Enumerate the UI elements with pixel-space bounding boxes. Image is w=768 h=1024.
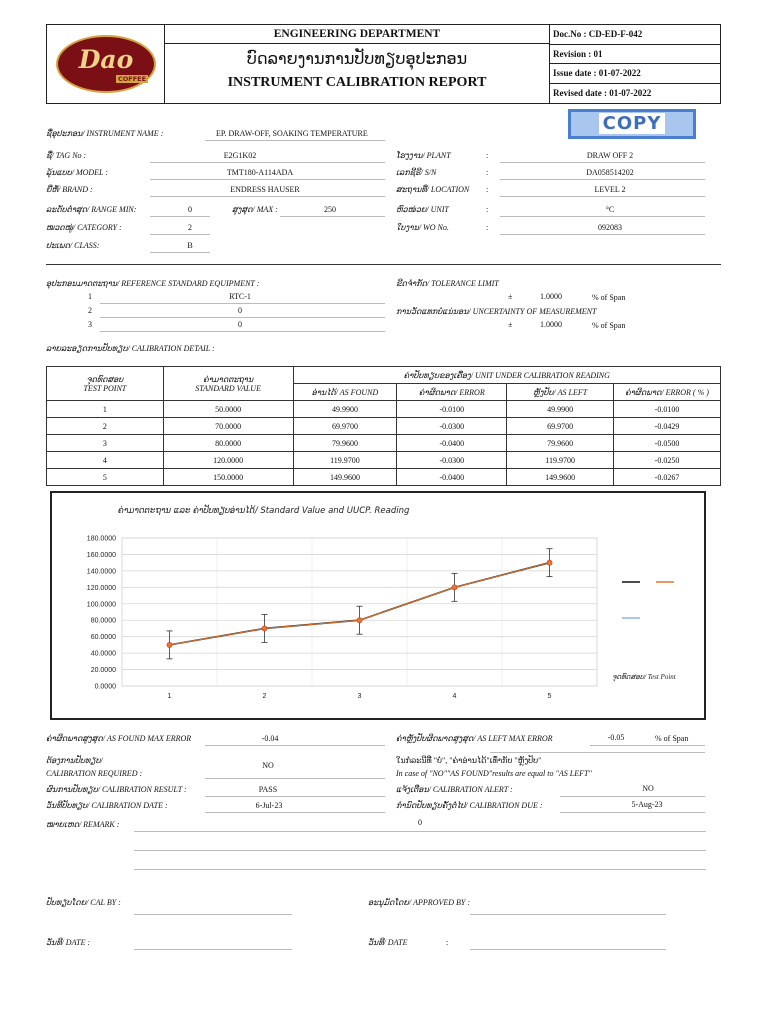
cell-standard: 50.0000 (163, 401, 293, 418)
data-point (262, 626, 267, 631)
uncertainty-value: 1.0000 (540, 320, 562, 329)
location-label: ສະຖານທີ່/ LOCATION (396, 185, 470, 194)
cell-error: -0.0300 (397, 418, 507, 435)
reference-label: ອຸປະກອນມາດຕະຖານ/ REFERENCE STANDARD EQUIPMENT : (46, 279, 260, 288)
cell-as-found: 149.9600 (293, 469, 397, 486)
report-header (46, 24, 721, 104)
as-left-max-error-unit: % of Span (655, 734, 689, 743)
cell-as-left: 69.9700 (507, 418, 614, 435)
as-left-max-error-value: -0.05 (607, 733, 625, 742)
calibration-alert-value: NO (642, 784, 654, 793)
copy-stamp-text: COPY (599, 113, 666, 134)
category-value: 2 (188, 223, 192, 232)
calibration-result-label: ຜົນການປັບທຽບ/ CALIBRATION RESULT : (46, 785, 187, 794)
header-as-left: ຫຼັງປັບ/ AS LEFT (507, 384, 614, 401)
header-test-point (47, 367, 164, 401)
calibration-required-label-lao: ຕ້ອງການປັບທຽບ/ (46, 756, 103, 765)
cell-error-percent: -0.0100 (614, 401, 721, 418)
calibration-due-label: ກຳນົດປັບທຽບຄັ້ງຕໍ່ໄປ/ CALIBRATION DUE : (396, 801, 543, 810)
data-point (357, 618, 362, 623)
approved-date-label: ວັນທີ/ DATE (368, 938, 408, 947)
as-left-max-error-label: ຄ່າຫຼັງປັບຜິດພາດສູງສຸດ/ AS LEFT MAX ERROR (396, 734, 553, 743)
header-title-block (165, 25, 550, 103)
logo-cell (47, 25, 165, 103)
x-tick-label: 4 (452, 693, 457, 700)
header-as-found: ອ່ານໄດ້/ AS FOUND (293, 384, 397, 401)
cell-test-point: 3 (47, 435, 164, 452)
unit-value: °C (605, 205, 615, 214)
y-tick-label: 140.0000 (86, 568, 116, 576)
cal-date-label: ວັນທີ/ DATE : (46, 938, 91, 947)
y-tick-label: 100.0000 (86, 601, 116, 609)
cell-as-found: 49.9900 (293, 401, 397, 418)
calibration-due-value: 5-Aug-23 (631, 800, 663, 809)
table-row (47, 469, 721, 486)
doc-number: Doc.No : CD-ED-F-042 (550, 25, 720, 45)
cell-error-percent: -0.0250 (614, 452, 721, 469)
cell-standard: 120.0000 (163, 452, 293, 469)
table-row (47, 401, 721, 418)
cell-as-left: 79.9600 (507, 435, 614, 452)
reference-no-3: 3 (88, 320, 92, 329)
section-divider (46, 264, 721, 265)
as-found-max-error-value: -0.04 (261, 734, 279, 743)
dao-coffee-logo (56, 35, 156, 93)
calibration-required-label: CALIBRATION REQUIRED : (46, 769, 143, 778)
y-tick-label: 160.0000 (86, 551, 116, 559)
revision: Revision : 01 (550, 45, 720, 65)
header-standard-lao: ຄ່າມາດຕະຖານ (203, 374, 254, 384)
cell-test-point: 5 (47, 469, 164, 486)
cell-as-left: 149.9600 (507, 469, 614, 486)
cell-error: -0.0100 (397, 401, 507, 418)
department-name: ENGINEERING DEPARTMENT (165, 25, 549, 44)
range-min-label: ລະດັບຕໍ່າສຸດ/ RANGE MIN: (46, 205, 137, 214)
y-tick-label: 60.0000 (90, 634, 116, 642)
tag-label: ຊື່/ TAG No : (46, 151, 87, 160)
data-point (547, 560, 552, 565)
header-test-point-en: TEST POINT (83, 383, 127, 393)
y-tick-label: 180.0000 (86, 535, 116, 543)
max-value: 250 (324, 205, 336, 214)
cell-as-found: 119.9700 (293, 452, 397, 469)
approved-date-colon: : (446, 938, 449, 947)
calibration-chart (50, 491, 706, 720)
cell-error-percent: -0.0500 (614, 435, 721, 452)
model-value: TMT180-A114ADA (226, 168, 294, 177)
y-tick-label: 0.0000 (94, 683, 116, 691)
tolerance-unit: % of Span (592, 293, 626, 302)
issue-date: Issue date : 01-07-2022 (550, 64, 720, 84)
sn-label: ເລກຊີຣີ/ S/N (396, 168, 437, 177)
logo-subtext: COFFEE (118, 75, 147, 83)
reference-value-3: 0 (238, 320, 242, 329)
class-label: ປະເພດ/ CLASS: (46, 241, 100, 250)
header-error-percent: ຄ່າຜິດພາດ/ ERROR ( % ) (614, 384, 721, 401)
sn-value: DA058514202 (586, 168, 634, 177)
calibration-required-value: NO (262, 761, 274, 770)
category-label: ໝວດໝູ່/ CATEGORY : (46, 223, 122, 232)
cell-standard: 80.0000 (163, 435, 293, 452)
header-standard-value (163, 367, 293, 401)
cal-by-label: ປັບທຽບໂດຍ/ CAL BY : (46, 898, 121, 907)
cell-as-found: 69.9700 (293, 418, 397, 435)
unit-label: ຫົວໜ່ວຍ/ UNIT (396, 205, 449, 214)
instrument-name-label: ຊື່ອຸປະກອນ/ INSTRUMENT NAME : (46, 129, 164, 138)
data-point (167, 642, 172, 647)
range-min-value: 0 (188, 205, 192, 214)
cell-test-point: 4 (47, 452, 164, 469)
copy-stamp (568, 109, 696, 139)
header-error: ຄ່າຜິດພາດ/ ERROR (397, 384, 507, 401)
y-tick-label: 80.0000 (90, 617, 116, 625)
plant-label: ໂຮງງານ/ PLANT (396, 151, 451, 160)
cell-error: -0.0300 (397, 452, 507, 469)
tag-value: E2G1K02 (223, 151, 257, 160)
cell-error: -0.0400 (397, 435, 507, 452)
y-tick-label: 40.0000 (90, 650, 116, 658)
plant-value: DRAW OFF 2 (586, 151, 634, 160)
uncertainty-pm: ± (508, 320, 513, 329)
instrument-name-value: EP. DRAW-OFF, SOAKING TEMPERATURE (216, 129, 368, 138)
table-row (47, 435, 721, 452)
uncertainty-label: ການວັດແທກບໍ່ແນ່ນອນ/ UNCERTAINTY OF MEASUREMENT (396, 307, 597, 316)
cell-standard: 150.0000 (163, 469, 293, 486)
model-label: ລຸ້ນແບບ/ MODEL : (46, 168, 109, 177)
class-value: B (187, 241, 193, 250)
title-lao: ບົດລາຍງານການປັບທຽບອຸປະກອນ (246, 49, 468, 68)
sn-colon: : (486, 168, 489, 177)
cell-error-percent: -0.0267 (614, 469, 721, 486)
remark-value: 0 (418, 818, 422, 827)
note-english: In case of "NO""AS FOUND"results are equal to "AS LEFT" (396, 769, 592, 778)
data-point (452, 585, 457, 590)
tolerance-value: 1.0000 (540, 292, 562, 301)
calibration-result-value: PASS (258, 785, 278, 794)
max-label: ສູງສຸດ/ MAX : (232, 205, 278, 214)
location-colon: : (486, 185, 489, 194)
cell-error-percent: -0.0429 (614, 418, 721, 435)
plant-colon: : (486, 151, 489, 160)
chart-svg (52, 493, 704, 718)
cell-as-left: 49.9900 (507, 401, 614, 418)
brand-label: ຍີ່ຫໍ້/ BRAND : (46, 185, 93, 194)
y-tick-label: 120.0000 (86, 584, 116, 592)
cell-test-point: 2 (47, 418, 164, 435)
x-tick-label: 5 (547, 693, 552, 700)
cell-test-point: 1 (47, 401, 164, 418)
uncertainty-unit: % of Span (592, 321, 626, 330)
calibration-detail-label: ລາຍລະອຽດການປັບທຽບ/ CALIBRATION DETAIL : (46, 344, 215, 353)
reference-value-2: 0 (238, 306, 242, 315)
reference-no-1: 1 (88, 292, 92, 301)
table-row (47, 418, 721, 435)
tolerance-pm: ± (508, 292, 513, 301)
logo-text: Dao (78, 45, 134, 74)
brand-value: ENDRESS HAUSER (230, 185, 300, 194)
table-row (47, 452, 721, 469)
header-uuc-reading: ຄ່າປັບທຽບຂອງເຄື່ອງ/ UNIT UNDER CALIBRATION READING (293, 367, 720, 384)
document-info (550, 25, 720, 103)
chart-x-label: ຈຸດທົດສອບ/ Test Point (612, 673, 676, 681)
unit-colon: : (486, 205, 489, 214)
x-tick-label: 1 (167, 693, 172, 700)
reference-no-2: 2 (88, 306, 92, 315)
as-found-max-error-label: ຄ່າຜິດພາດສູງສຸດ/ AS FOUND MAX ERROR (46, 734, 192, 743)
remark-label: ໝາຍເຫດ/ REMARK : (46, 820, 120, 829)
tolerance-label: ຂີດຈຳກັດ/ TOLERANCE LIMIT (396, 279, 499, 288)
calibration-date-value: 6-Jul-23 (255, 801, 283, 810)
calibration-date-label: ວັນທີປັບທຽບ/ CALIBRATION DATE : (46, 801, 168, 810)
wo-label: ໃບງານ/ WO No. (396, 223, 449, 232)
approved-by-label: ອະນຸມັດໂດຍ/ APPROVED BY : (368, 898, 470, 907)
wo-colon: : (486, 223, 489, 232)
cell-error: -0.0400 (397, 469, 507, 486)
chart-title: ຄ່າມາດຕະຖານ ແລະ ຄ່າປັບທຽບອ່ານໄດ້/ Standard Value and UUCP. Reading (118, 506, 410, 516)
x-tick-label: 2 (262, 693, 267, 700)
cell-as-found: 79.9600 (293, 435, 397, 452)
cell-as-left: 119.9700 (507, 452, 614, 469)
location-value: LEVEL 2 (594, 185, 626, 194)
header-standard-en: STANDARD VALUE (195, 383, 261, 393)
calibration-alert-label: ແຈ້ງເຕືອນ/ CALIBRATION ALERT : (396, 785, 513, 794)
header-test-point-lao: ຈຸດທົດສອບ (86, 374, 124, 384)
cell-standard: 70.0000 (163, 418, 293, 435)
y-tick-label: 20.0000 (90, 667, 116, 675)
wo-value: 092083 (598, 223, 622, 232)
revised-date: Revised date : 01-07-2022 (553, 87, 652, 98)
note-lao: ໃນກໍລະນີທີ່ "ບໍ່", "ຄ່າອ່ານໄດ້"ເທົ່າກັບ "ຫຼັງປັບ" (396, 756, 542, 765)
calibration-detail-table (46, 366, 721, 486)
title-english: INSTRUMENT CALIBRATION REPORT (227, 75, 487, 90)
x-tick-label: 3 (357, 693, 362, 700)
reference-value-1: RTC-1 (229, 292, 251, 301)
